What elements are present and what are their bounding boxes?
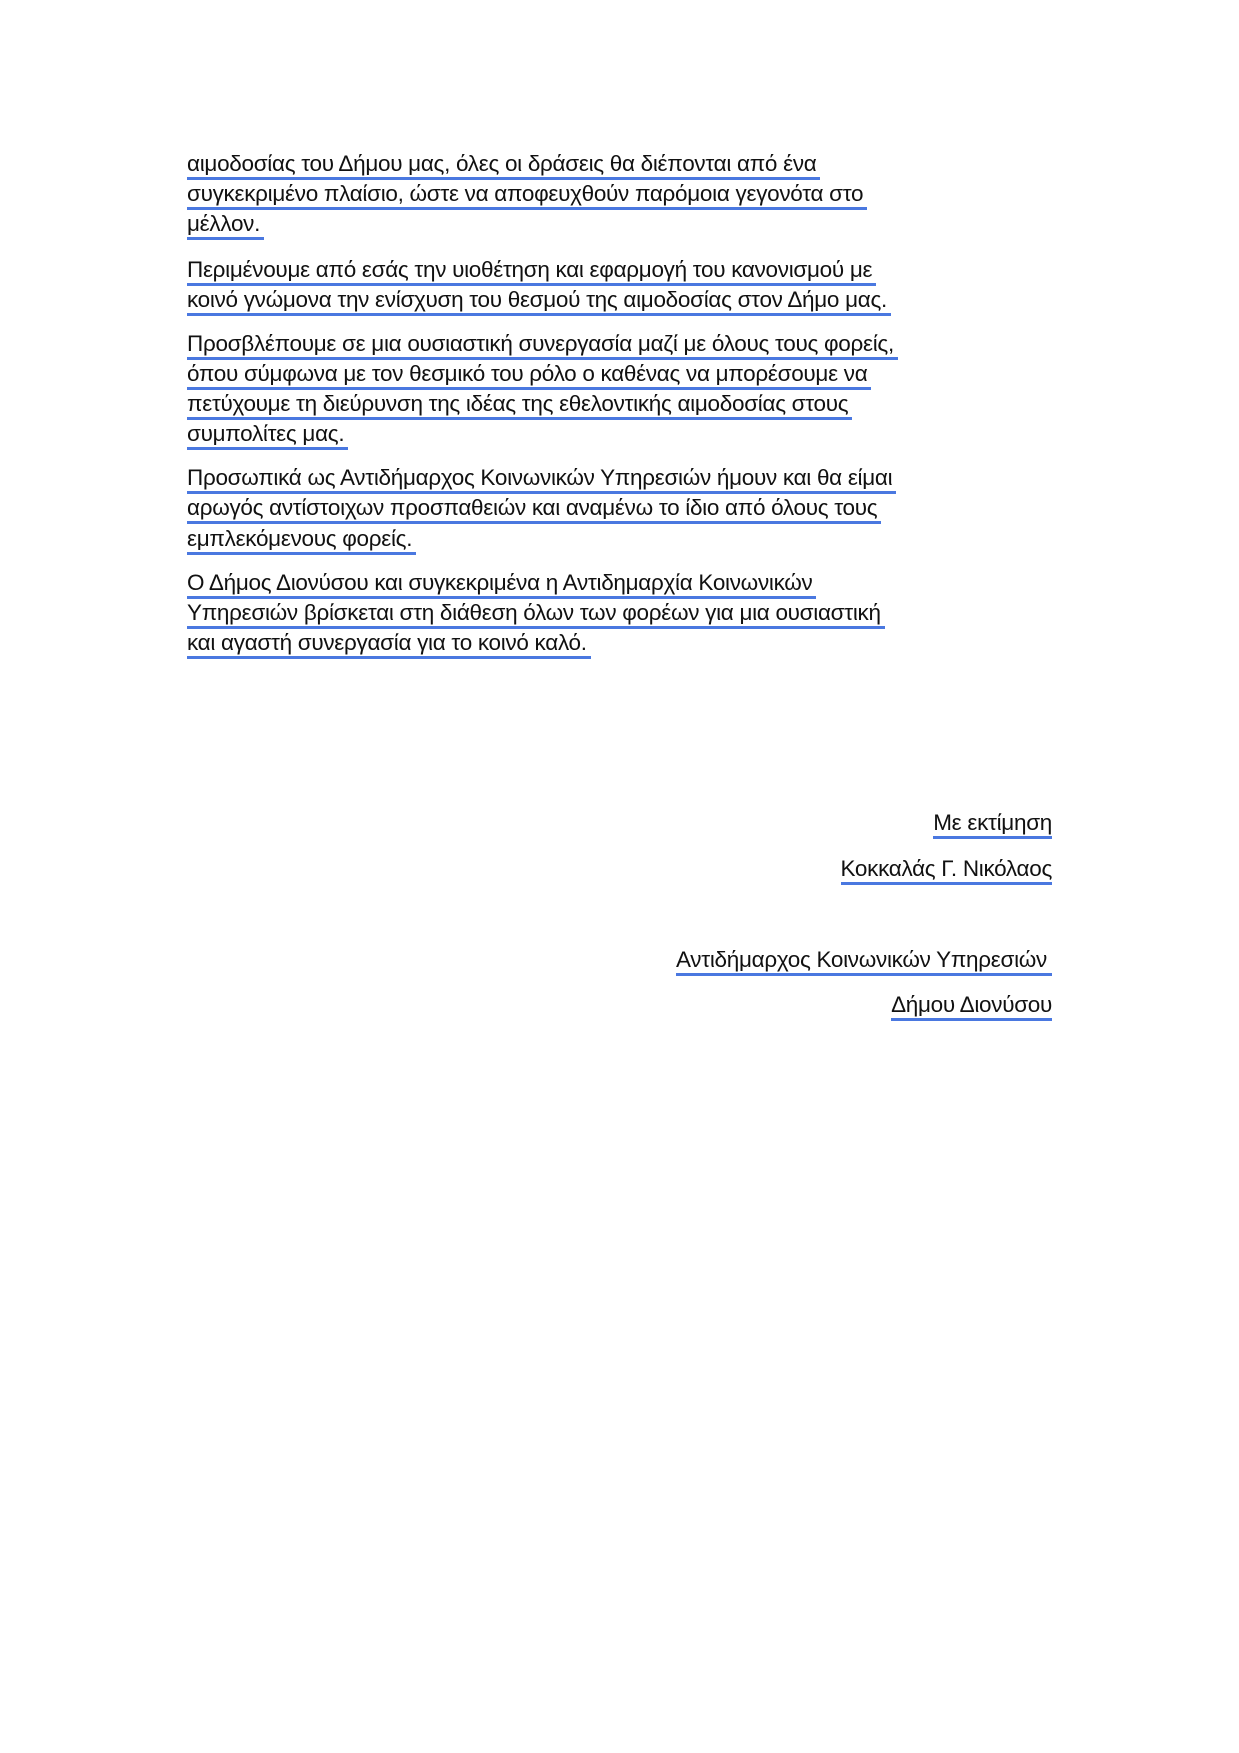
text-line: πετύχουμε τη διεύρυνση της ιδέας της εθελοντικής αιμοδοσίας στους [187,390,852,420]
text-line: αιμοδοσίας του Δήμου μας, όλες οι δράσεις θα διέπονται από ένα [187,150,820,180]
text-line: Προσωπικά ως Αντιδήμαρχος Κοινωνικών Υπηρεσιών ήμουν και θα είμαι [187,464,896,494]
text-line: συμπολίτες μας. [187,420,348,450]
text-line: Υπηρεσιών βρίσκεται στη διάθεση όλων των φορέων για μια ουσιαστική [187,599,885,629]
text-line: όπου σύμφωνα με τον θεσμικό του ρόλο ο καθένας να μπορέσουμε να [187,360,871,390]
signatory-title: Αντιδήμαρχος Κοινωνικών Υπηρεσιών [676,946,1052,976]
text-line: κοινό γνώμονα την ενίσχυση του θεσμού της αιμοδοσίας στον Δήμο μας. [187,286,891,316]
text-line: Περιμένουμε από εσάς την υιοθέτηση και εφαρμογή του κανονισμού με [187,256,876,286]
text-line: Προσβλέπουμε σε μια ουσιαστική συνεργασία μαζί με όλους τους φορείς, [187,330,898,360]
text-line: συγκεκριμένο πλαίσιο, ώστε να αποφευχθούν παρόμοια γεγονότα στο [187,180,867,210]
text-line: και αγαστή συνεργασία για το κοινό καλό. [187,629,591,659]
text-line: αρωγός αντίστοιχων προσπαθειών και αναμένω το ίδιο από όλους τους [187,494,881,524]
text-line: εμπλεκόμενους φορείς. [187,525,416,555]
signatory-name: Κοκκαλάς Γ. Νικόλαος [841,855,1053,885]
municipality-name: Δήμου Διονύσου [891,991,1052,1021]
text-line: μέλλον. [187,210,264,240]
closing-text: Με εκτίμηση [933,809,1052,839]
text-line: Ο Δήμος Διονύσου και συγκεκριμένα η Αντιδημαρχία Κοινωνικών [187,569,816,599]
